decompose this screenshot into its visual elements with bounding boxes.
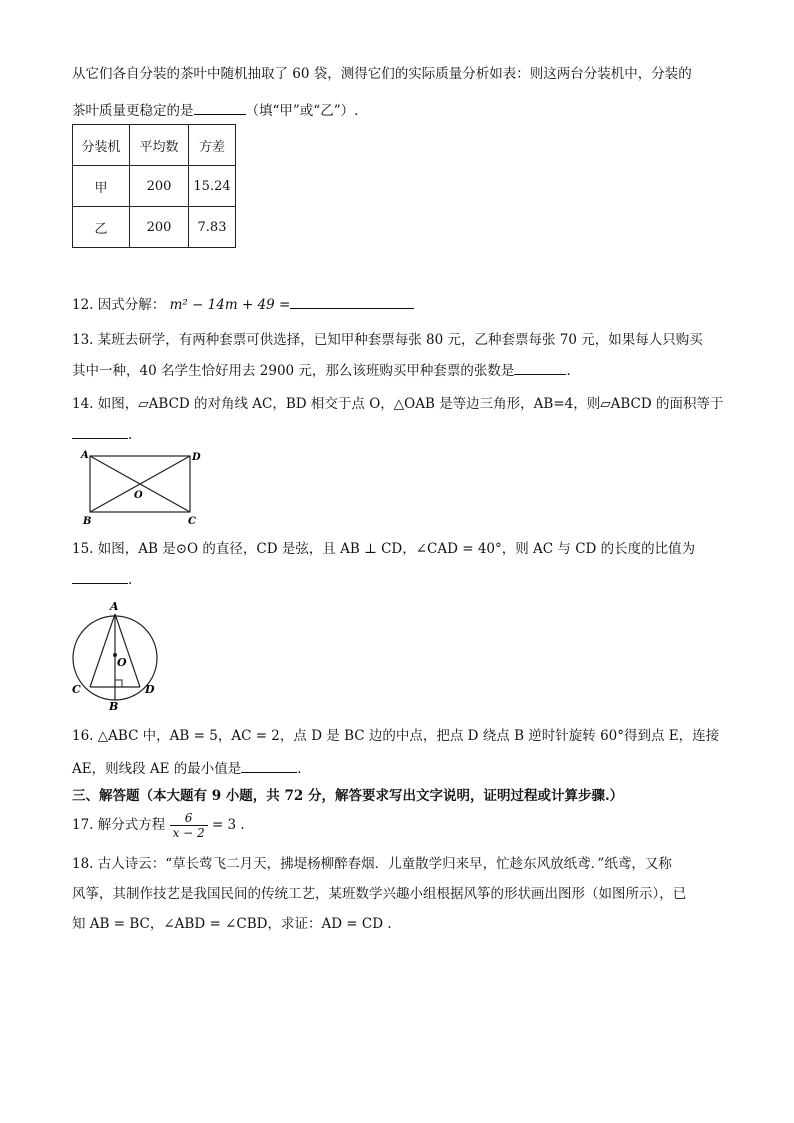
q17-line [72,808,245,842]
q15-answer-blank[interactable] [72,569,128,584]
table-row [73,166,236,207]
q18-line-2: 风筝，其制作技艺是我国民间的传统工艺，某班数学兴趣小组根据风筝的形状画出图形（如图所示），已 [72,886,687,902]
label-d: D [192,452,201,463]
q14-line-1: 14. 如图，▱ABCD 的对角线 AC，BD 相交于点 O，△OAB 是等边三角形，AB=4，则▱ABCD 的面积等于 [72,396,724,412]
q11-line-1: 从它们各自分装的茶叶中随机抽取了 60 袋，测得它们的实际质量分析如表：则这两台分装机中，分装的 [72,66,692,82]
q13-line-2-text: 其中一种，40 名学生恰好用去 2900 元，那么该班购买甲种套票的张数是 [72,363,515,379]
table-cell: 甲 [73,166,130,207]
q12-answer-blank[interactable] [290,294,414,309]
q12-line [72,294,414,315]
q13-line-2 [72,360,571,381]
q11-answer-blank[interactable] [194,100,246,115]
q13-line-2-tail: . [566,363,571,379]
q14-rectangle-figure [76,448,206,528]
q16-line-2 [72,758,302,779]
label-c: C [188,516,196,527]
q12-text: 因式分解： [97,297,166,313]
label-a: A [110,600,119,613]
table-row [73,207,236,248]
q15-line-1: 15. 如图，AB 是⊙O 的直径，CD 是弦，且 AB ⊥ CD，∠CAD = 40°，则 AC 与 CD 的长度的比值为 [72,541,696,557]
label-o: O [117,656,127,669]
q14-answer-blank[interactable] [72,424,128,439]
q11-line-2-tail: （填“甲”或“乙”）. [245,103,359,119]
section-3-heading: 三、解答题（本大题有 9 小题，共 72 分，解答要求写出文字说明，证明过程或计算步骤.） [72,788,624,804]
q12-expression: m² − 14m + 49 = [169,297,291,313]
q16-answer-blank[interactable] [241,758,297,773]
q15-line-2-tail: . [128,572,133,588]
label-b: B [109,700,119,712]
q17-fraction [170,811,208,840]
label-o: O [134,490,143,501]
label-c: C [72,683,81,696]
table-header-cell: 方差 [189,125,236,166]
q13-line-1: 13. 某班去研学，有两种套票可供选择，已知甲种套票每张 80 元，乙种套票每张 70 元，如果每人只购买 [72,332,703,348]
q17-rhs: = 3 . [211,817,245,833]
q16-line-2-tail: . [297,761,302,777]
q17-denominator: x − 2 [172,826,205,840]
table-cell: 乙 [73,207,130,248]
table-header-cell: 分装机 [73,125,130,166]
label-b: B [83,516,92,527]
q18-line-3: 知 AB = BC，∠ABD = ∠CBD，求证：AD = CD . [72,916,392,932]
q11-data-table [72,124,236,248]
q11-line-2 [72,100,358,121]
table-cell: 15.24 [189,166,236,207]
q15-line-2 [72,569,132,590]
chord-ac [90,614,115,687]
table-cell: 7.83 [189,207,236,248]
q17-prefix: 17. 解分式方程 [72,817,166,833]
q12-number: 12. [72,297,94,313]
label-a: A [81,450,89,461]
q16-line-2-text: AE，则线段 AE 的最小值是 [72,761,242,777]
table-header-cell: 平均数 [130,125,189,166]
q18-line-1: 18. 古人诗云：“草长莺飞二月天，拂堤杨柳醉春烟．儿童散学归来早，忙趁东风放纸鸢．”纸鸢，又称 [72,856,672,872]
q14-line-2 [72,424,132,445]
q14-line-2-tail: . [128,427,133,443]
q11-line-2-text: 茶叶质量更稳定的是 [72,103,194,119]
table-header-row [73,125,236,166]
q17-numerator: 6 [170,811,208,826]
q13-answer-blank[interactable] [514,360,566,375]
q15-circle-figure [64,596,168,712]
table-cell: 200 [130,166,189,207]
q16-line-1: 16. △ABC 中，AB = 5，AC = 2，点 D 是 BC 边的中点，把点 D 绕点 B 逆时针旋转 60°得到点 E，连接 [72,728,720,744]
right-angle-mark [115,680,122,687]
table-cell: 200 [130,207,189,248]
label-d: D [145,683,155,696]
chord-ad [115,614,140,687]
